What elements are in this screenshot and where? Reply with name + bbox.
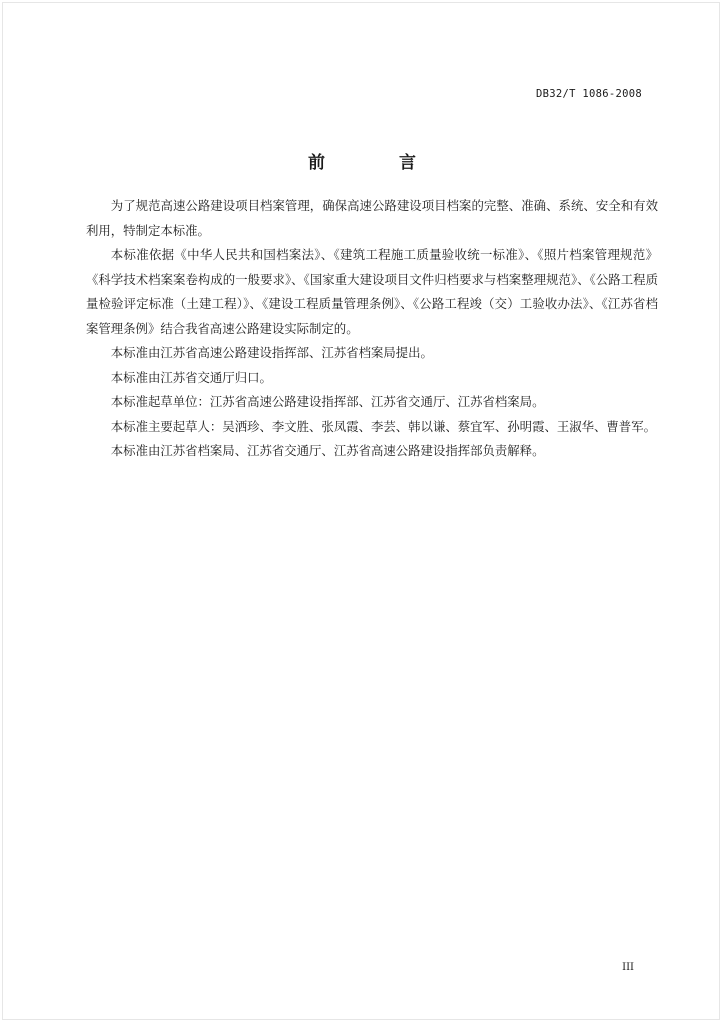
- paragraph-interpretation: 本标准由江苏省档案局、江苏省交通厅、江苏省高速公路建设指挥部负责解释。: [110, 443, 545, 458]
- paragraph-drafting-units: 本标准起草单位：江苏省高速公路建设指挥部、江苏省交通厅、江苏省档案局。: [110, 394, 545, 409]
- paragraph-basis: 本标准依据《中华人民共和国档案法》、《建筑工程施工质量验收统一标准》、《照片档案管理规范》《科学技术档案案卷构成的一般要求》、《国家重大建设项目文件归档要求与档案整理规范》、《公路工程质量检验评定标准（土建工程）》、《建设工程质量管理条例》、《公路工程竣（交）工验收办法》、《江苏省档案管理条例》结合我省高速公路建设实际制定的。: [86, 247, 658, 336]
- paragraph-drafters: 本标准主要起草人：吴洒珍、李文胜、张凤霞、李芸、韩以谦、蔡宜军、孙明霞、王淑华、曹普军。: [110, 418, 656, 434]
- paragraph-purpose: 为了规范高速公路建设项目档案管理，确保高速公路建设项目档案的完整、准确、系统、安全和有效利用，特制定本标准。: [86, 198, 658, 238]
- paragraph-centralized: 本标准由江苏省交通厅归口。: [110, 369, 272, 385]
- page-title: 前 言: [308, 153, 450, 173]
- standard-code: DB32/T 1086-2008: [536, 88, 642, 100]
- foreword-body: [86, 194, 658, 464]
- page-number: III: [622, 962, 634, 973]
- paragraph-proposer: 本标准由江苏省高速公路建设指挥部、江苏省档案局提出。: [110, 345, 433, 360]
